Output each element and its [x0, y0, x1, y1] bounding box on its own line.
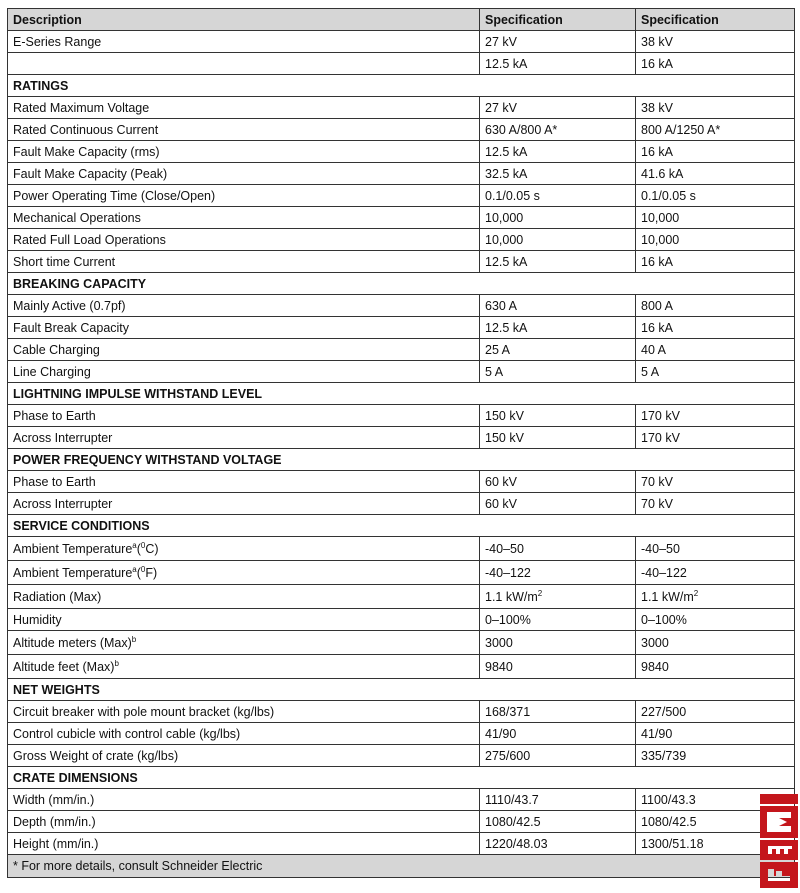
spec-value-38kv	[636, 561, 795, 585]
row-label	[8, 97, 480, 119]
value-text: 16 kA	[641, 56, 673, 71]
row-label-text: F)	[145, 565, 158, 580]
value-text: 38 kV	[641, 100, 673, 115]
table-row	[8, 295, 795, 317]
spec-value-27kv	[480, 631, 636, 655]
spec-value-27kv	[480, 789, 636, 811]
value-text: 10,000	[485, 210, 524, 225]
value-text: 10,000	[485, 232, 524, 247]
section-title: BREAKING CAPACITY	[8, 273, 795, 295]
value-text: -40–50	[485, 541, 524, 556]
row-label-text: Control cubicle with control cable (kg/lbs)	[13, 726, 241, 741]
row-label	[8, 655, 480, 679]
value-text: 25 A	[485, 342, 511, 357]
section-title: RATINGS	[8, 75, 795, 97]
table-row	[8, 745, 795, 767]
spec-value-27kv	[480, 427, 636, 449]
row-label	[8, 119, 480, 141]
table-row	[8, 561, 795, 585]
spec-value-38kv	[636, 229, 795, 251]
value-text: 0.1/0.05 s	[641, 188, 696, 203]
table-row	[8, 811, 795, 833]
row-label	[8, 53, 480, 75]
superscript: 2	[693, 588, 699, 598]
header-specification-2: Specification	[636, 9, 795, 31]
spec-value-27kv	[480, 561, 636, 585]
row-label	[8, 295, 480, 317]
value-text: 168/371	[485, 704, 531, 719]
row-label-text: Rated Continuous Current	[13, 122, 159, 137]
value-text: 1220/48.03	[485, 836, 548, 851]
header-specification-1: Specification	[480, 9, 636, 31]
row-label-text: Short time Current	[13, 254, 116, 269]
table-row	[8, 317, 795, 339]
spec-value-27kv	[480, 119, 636, 141]
value-text: 5 A	[641, 364, 660, 379]
value-text: 10,000	[641, 232, 680, 247]
row-label	[8, 141, 480, 163]
spec-value-27kv	[480, 31, 636, 53]
superscript: b	[131, 634, 137, 644]
table-row	[8, 723, 795, 745]
row-label	[8, 163, 480, 185]
row-label-text: Ambient Temperature	[13, 565, 133, 580]
value-text: 12.5 kA	[485, 144, 528, 159]
spec-value-27kv	[480, 229, 636, 251]
row-label-text: Humidity	[13, 612, 62, 627]
value-text: 12.5 kA	[485, 56, 528, 71]
row-label-text: (	[136, 565, 141, 580]
spec-value-27kv	[480, 361, 636, 383]
spec-value-38kv	[636, 427, 795, 449]
row-label-text: Power Operating Time (Close/Open)	[13, 188, 216, 203]
value-text: -40–122	[485, 565, 531, 580]
table-row	[8, 427, 795, 449]
table-row	[8, 609, 795, 631]
row-label	[8, 317, 480, 339]
spec-value-27kv	[480, 53, 636, 75]
table-row	[8, 361, 795, 383]
spec-value-27kv	[480, 537, 636, 561]
spec-value-38kv	[636, 723, 795, 745]
row-label	[8, 31, 480, 53]
spec-value-38kv	[636, 585, 795, 609]
spec-value-27kv	[480, 405, 636, 427]
value-text: 1080/42.5	[641, 814, 697, 829]
footnote-row	[8, 855, 795, 878]
table-row	[8, 631, 795, 655]
superscript: a	[132, 564, 137, 574]
table-row	[8, 339, 795, 361]
value-text: 1110/43.7	[485, 792, 539, 807]
spec-value-38kv	[636, 655, 795, 679]
value-text: 1100/43.3	[641, 792, 696, 807]
superscript: 0	[140, 540, 146, 550]
row-label	[8, 229, 480, 251]
row-label-text: Rated Maximum Voltage	[13, 100, 150, 115]
row-label-text: Mechanical Operations	[13, 210, 141, 225]
specification-table	[7, 8, 795, 878]
value-text: 5 A	[485, 364, 504, 379]
row-label-text: Radiation (Max)	[13, 589, 102, 604]
table-row	[8, 789, 795, 811]
value-text: 0.1/0.05 s	[485, 188, 540, 203]
row-label-text: Fault Break Capacity	[13, 320, 130, 335]
spec-value-38kv	[636, 631, 795, 655]
value-text: 1080/42.5	[485, 814, 541, 829]
spec-value-38kv	[636, 361, 795, 383]
row-label-text: Altitude feet (Max)	[13, 659, 115, 674]
spec-value-27kv	[480, 185, 636, 207]
spec-value-38kv	[636, 317, 795, 339]
value-text: 170 kV	[641, 408, 680, 423]
spec-value-27kv	[480, 655, 636, 679]
spec-value-38kv	[636, 295, 795, 317]
spec-value-27kv	[480, 811, 636, 833]
spec-value-27kv	[480, 207, 636, 229]
table-row	[8, 585, 795, 609]
row-label-text: Altitude meters (Max)	[13, 635, 132, 650]
spec-value-38kv	[636, 471, 795, 493]
spec-value-27kv	[480, 97, 636, 119]
spec-value-27kv	[480, 585, 636, 609]
value-text: 12.5 kA	[485, 254, 528, 269]
spec-value-38kv	[636, 251, 795, 273]
row-label	[8, 609, 480, 631]
value-text: 38 kV	[641, 34, 673, 49]
row-label-text: Across Interrupter	[13, 496, 113, 511]
spec-value-38kv	[636, 97, 795, 119]
spec-value-38kv	[636, 405, 795, 427]
table-row	[8, 537, 795, 561]
spec-value-27kv	[480, 251, 636, 273]
row-label	[8, 631, 480, 655]
value-text: 40 A	[641, 342, 667, 357]
spec-value-27kv	[480, 141, 636, 163]
row-label-text: Cable Charging	[13, 342, 100, 357]
row-label-text: Phase to Earth	[13, 474, 96, 489]
row-label	[8, 493, 480, 515]
value-text: 630 A/800 A*	[485, 122, 558, 137]
superscript: 2	[537, 588, 543, 598]
row-label	[8, 561, 480, 585]
table-row	[8, 655, 795, 679]
superscript: b	[114, 658, 119, 668]
row-label	[8, 207, 480, 229]
spec-value-38kv	[636, 53, 795, 75]
spec-value-38kv	[636, 537, 795, 561]
table-row	[8, 163, 795, 185]
row-label	[8, 405, 480, 427]
row-label-text: Line Charging	[13, 364, 91, 379]
row-label-text: Width (mm/in.)	[13, 792, 95, 807]
table-row	[8, 141, 795, 163]
section-title: SERVICE CONDITIONS	[8, 515, 795, 537]
value-text: -40–50	[641, 541, 680, 556]
header-description: Description	[8, 9, 480, 31]
table-row	[8, 185, 795, 207]
table-row	[8, 471, 795, 493]
value-text: 150 kV	[485, 430, 524, 445]
row-label-text: Phase to Earth	[13, 408, 96, 423]
section-row-breaking-capacity	[8, 273, 795, 295]
row-label	[8, 471, 480, 493]
value-text: 0–100%	[485, 612, 531, 627]
value-text: 16 kA	[641, 320, 673, 335]
table-row	[8, 229, 795, 251]
section-row-net-weights	[8, 679, 795, 701]
spec-value-38kv	[636, 185, 795, 207]
row-label-text: C)	[145, 541, 159, 556]
value-text: 60 kV	[485, 496, 517, 511]
spec-value-27kv	[480, 833, 636, 855]
value-text: 16 kA	[641, 144, 673, 159]
value-text: 0–100%	[641, 612, 687, 627]
spec-value-38kv	[636, 493, 795, 515]
value-text: 1.1 kW/m	[485, 589, 538, 604]
spec-value-38kv	[636, 31, 795, 53]
spec-value-27kv	[480, 609, 636, 631]
section-title: POWER FREQUENCY WITHSTAND VOLTAGE	[8, 449, 795, 471]
value-text: 16 kA	[641, 254, 673, 269]
table-row	[8, 119, 795, 141]
table-row	[8, 405, 795, 427]
imeg-logo-icon	[758, 792, 800, 890]
spec-value-38kv	[636, 207, 795, 229]
spec-value-38kv	[636, 119, 795, 141]
section-row-power-frequency-withstand-voltage	[8, 449, 795, 471]
spec-value-27kv	[480, 317, 636, 339]
value-text: 150 kV	[485, 408, 524, 423]
section-title: CRATE DIMENSIONS	[8, 767, 795, 789]
row-label	[8, 789, 480, 811]
table-row	[8, 251, 795, 273]
row-label-text: (	[136, 541, 141, 556]
table-row	[8, 31, 795, 53]
value-text: 335/739	[641, 748, 687, 763]
row-label-text: Ambient Temperature	[13, 541, 133, 556]
value-text: 1.1 kW/m	[641, 589, 694, 604]
value-text: 800 A	[641, 298, 673, 313]
row-label-text: Depth (mm/in.)	[13, 814, 96, 829]
row-label	[8, 811, 480, 833]
value-text: 227/500	[641, 704, 687, 719]
row-label-text: Circuit breaker with pole mount bracket (kg/lbs)	[13, 704, 275, 719]
value-text: 1300/51.18	[641, 836, 704, 851]
value-text: 3000	[641, 635, 669, 650]
section-row-service-conditions	[8, 515, 795, 537]
table-row	[8, 833, 795, 855]
value-text: 630 A	[485, 298, 517, 313]
row-label	[8, 339, 480, 361]
spec-value-38kv	[636, 339, 795, 361]
row-label	[8, 537, 480, 561]
row-label-text: Across Interrupter	[13, 430, 113, 445]
spec-value-27kv	[480, 471, 636, 493]
superscript: a	[132, 540, 137, 550]
row-label	[8, 701, 480, 723]
value-text: 9840	[641, 659, 669, 674]
table-header-row	[8, 9, 795, 31]
value-text: 27 kV	[485, 34, 517, 49]
row-label-text: Fault Make Capacity (rms)	[13, 144, 160, 159]
value-text: -40–122	[641, 565, 687, 580]
superscript: 0	[140, 564, 146, 574]
spec-value-27kv	[480, 295, 636, 317]
spec-value-38kv	[636, 609, 795, 631]
spec-value-27kv	[480, 163, 636, 185]
row-label	[8, 427, 480, 449]
table-row	[8, 53, 795, 75]
row-label-text: E-Series Range	[13, 34, 102, 49]
row-label	[8, 361, 480, 383]
value-text: 800 A/1250 A*	[641, 122, 721, 137]
table-row	[8, 97, 795, 119]
spec-value-38kv	[636, 141, 795, 163]
spec-value-27kv	[480, 723, 636, 745]
value-text: 3000	[485, 635, 513, 650]
section-row-lightning-impulse-withstand-level	[8, 383, 795, 405]
table-row	[8, 207, 795, 229]
section-title: LIGHTNING IMPULSE WITHSTAND LEVEL	[8, 383, 795, 405]
row-label-text: Height (mm/in.)	[13, 836, 99, 851]
value-text: 70 kV	[641, 496, 673, 511]
value-text: 41.6 kA	[641, 166, 684, 181]
spec-value-38kv	[636, 745, 795, 767]
value-text: 41/90	[641, 726, 673, 741]
spec-value-27kv	[480, 701, 636, 723]
value-text: 70 kV	[641, 474, 673, 489]
spec-value-38kv	[636, 163, 795, 185]
spec-value-27kv	[480, 493, 636, 515]
row-label	[8, 723, 480, 745]
row-label-text: Rated Full Load Operations	[13, 232, 166, 247]
value-text: 275/600	[485, 748, 531, 763]
row-label-text: Mainly Active (0.7pf)	[13, 298, 126, 313]
value-text: 10,000	[641, 210, 680, 225]
row-label	[8, 585, 480, 609]
spec-value-27kv	[480, 339, 636, 361]
table-row	[8, 701, 795, 723]
value-text: 27 kV	[485, 100, 517, 115]
row-label-text: Gross Weight of crate (kg/lbs)	[13, 748, 179, 763]
value-text: 12.5 kA	[485, 320, 528, 335]
section-row-crate-dimensions	[8, 767, 795, 789]
section-row-ratings	[8, 75, 795, 97]
value-text: 60 kV	[485, 474, 517, 489]
spec-value-27kv	[480, 745, 636, 767]
row-label-text: Fault Make Capacity (Peak)	[13, 166, 168, 181]
row-label	[8, 251, 480, 273]
table-row	[8, 493, 795, 515]
row-label	[8, 745, 480, 767]
row-label	[8, 185, 480, 207]
value-text: 170 kV	[641, 430, 680, 445]
section-title: NET WEIGHTS	[8, 679, 795, 701]
value-text: 9840	[485, 659, 513, 674]
footnote: * For more details, consult Schneider Electric	[8, 855, 795, 878]
value-text: 32.5 kA	[485, 166, 528, 181]
row-label	[8, 833, 480, 855]
value-text: 41/90	[485, 726, 517, 741]
spec-value-38kv	[636, 701, 795, 723]
